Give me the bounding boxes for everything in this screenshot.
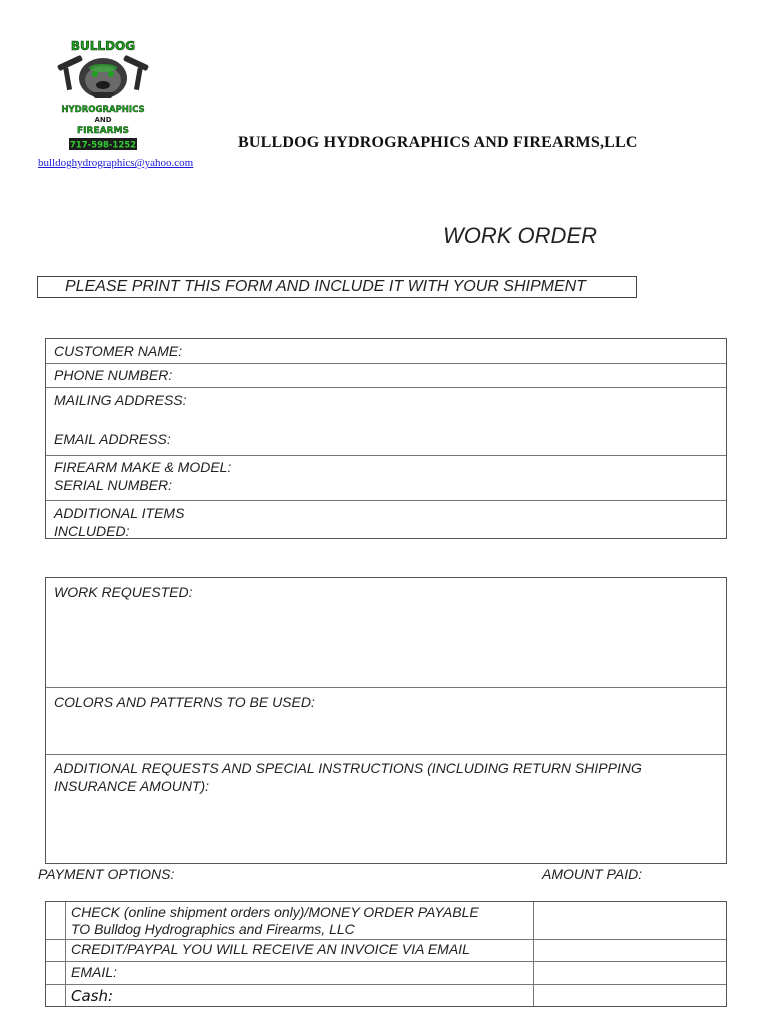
amount-check-cell[interactable] <box>534 902 726 939</box>
check-option-label-line2: TO Bulldog Hydrographics and Firearms, LLC <box>71 921 355 937</box>
serial-number-field[interactable]: SERIAL NUMBER: <box>54 477 172 493</box>
email-payment-label: EMAIL: <box>71 964 117 980</box>
work-requested-field[interactable]: WORK REQUESTED: <box>54 584 193 600</box>
divider <box>46 455 726 456</box>
bulldog-emblem <box>57 55 149 98</box>
cash-label: Cash: <box>71 987 114 1005</box>
payment-table <box>45 901 727 1007</box>
cash-checkbox[interactable] <box>47 985 65 1007</box>
company-logo <box>55 38 151 154</box>
amount-credit-cell[interactable] <box>534 940 726 961</box>
amount-paid-label: AMOUNT PAID: <box>542 866 643 882</box>
table-divider <box>65 902 66 1006</box>
divider <box>46 387 726 388</box>
firearm-make-model-field[interactable]: FIREARM MAKE & MODEL: <box>54 459 232 475</box>
divider <box>46 363 726 364</box>
amount-cash-cell[interactable] <box>534 985 726 1007</box>
divider <box>46 687 726 688</box>
email-address-field[interactable]: EMAIL ADDRESS: <box>54 431 171 447</box>
email-checkbox[interactable] <box>47 962 65 984</box>
credit-paypal-label: CREDIT/PAYPAL YOU WILL RECEIVE AN INVOICE VIA EMAIL <box>71 941 470 957</box>
colors-patterns-field[interactable]: COLORS AND PATTERNS TO BE USED: <box>54 694 315 710</box>
divider <box>46 500 726 501</box>
logo-and: AND <box>94 116 112 124</box>
page-title: WORK ORDER <box>443 223 597 248</box>
phone-number-field[interactable]: PHONE NUMBER: <box>54 367 173 383</box>
credit-paypal-checkbox[interactable] <box>47 940 65 961</box>
additional-items-field-line2: INCLUDED: <box>54 523 130 539</box>
customer-name-field[interactable]: CUSTOMER NAME: <box>54 343 183 359</box>
print-notice-text: PLEASE PRINT THIS FORM AND INCLUDE IT WITH YOUR SHIPMENT <box>65 278 586 295</box>
amount-email-cell[interactable] <box>534 962 726 984</box>
special-instructions-field[interactable]: ADDITIONAL REQUESTS AND SPECIAL INSTRUCTIONS (INCLUDING RETURN SHIPPING <box>54 760 642 776</box>
check-option-checkbox[interactable] <box>47 902 65 939</box>
mailing-address-field[interactable]: MAILING ADDRESS: <box>54 392 187 408</box>
print-notice-box <box>37 276 637 298</box>
work-request-box <box>45 577 727 864</box>
logo-hydrographics: HYDROGRAPHICS <box>61 105 145 115</box>
logo-firearms: FIREARMS <box>77 126 129 136</box>
logo-title: BULLDOG <box>70 39 136 53</box>
company-email-link[interactable]: bulldoghydrographics@yahoo.com <box>38 157 194 169</box>
payment-options-label: PAYMENT OPTIONS: <box>38 866 175 882</box>
logo-phone: 717-598-1252 <box>69 140 137 151</box>
special-instructions-field-line2: INSURANCE AMOUNT): <box>54 778 210 794</box>
customer-info-box <box>45 338 727 539</box>
additional-items-field[interactable]: ADDITIONAL ITEMS <box>54 505 185 521</box>
company-name: BULLDOG HYDROGRAPHICS AND FIREARMS,LLC <box>238 134 638 151</box>
divider <box>46 754 726 755</box>
check-option-label: CHECK (online shipment orders only)/MONEY ORDER PAYABLE <box>71 904 479 920</box>
